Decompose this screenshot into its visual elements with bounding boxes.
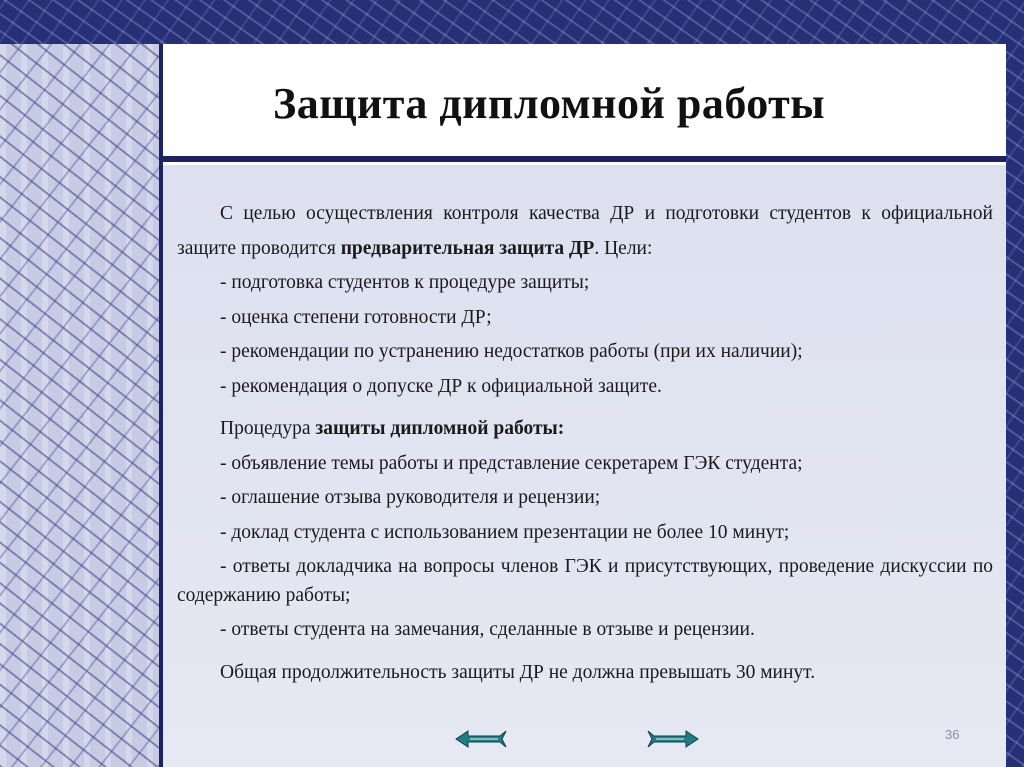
procedure-step: - доклад студента с использованием презентации не более 10 минут; xyxy=(220,521,790,543)
procedure-heading-bold: защиты дипломной работы: xyxy=(315,418,565,439)
procedure-step: - оглашение отзыва руководителя и рецензии; xyxy=(220,487,601,508)
procedure-step: - объявление темы работы и представление секретарем ГЭК студента; xyxy=(220,452,803,474)
goal-item: - оценка степени готовности ДР; xyxy=(220,306,492,328)
decorative-pencil-strip xyxy=(0,44,163,767)
content-panel xyxy=(163,162,1006,767)
intro-text-start: С целью осуществления контроля качества ДР и подготовки студентов к официальной защите проводится xyxy=(177,203,993,259)
goal-item: - рекомендация о допуске ДР к официальной защите. xyxy=(220,375,662,397)
slide-body xyxy=(177,197,993,690)
preliminary-intro xyxy=(177,197,993,266)
procedure-heading-start: Процедура xyxy=(220,418,316,439)
previous-slide-button[interactable] xyxy=(454,728,514,750)
slide-title: Защита дипломной работы xyxy=(273,79,826,128)
procedure-heading xyxy=(177,412,993,447)
slide-number: 36 xyxy=(945,727,960,742)
spacer xyxy=(177,404,993,412)
intro-bold-term: предварительная защита ДР xyxy=(340,237,595,259)
title-box xyxy=(163,44,1006,162)
spacer xyxy=(177,648,993,656)
arrow-right-icon xyxy=(640,728,700,750)
intro-text-end: . Цели: xyxy=(594,237,653,259)
goal-item: - подготовка студентов к процедуре защиты; xyxy=(220,272,590,293)
duration-note: Общая продолжительность защиты ДР не должна превышать 30 минут. xyxy=(220,661,816,683)
procedure-step: - ответы докладчика на вопросы членов ГЭК и присутствующих, проведение дискуссии по содержанию работы; xyxy=(177,556,993,606)
goal-item: - рекомендации по устранению недостатков работы (при их наличии); xyxy=(220,341,803,362)
arrow-left-icon xyxy=(454,728,514,750)
next-slide-button[interactable] xyxy=(640,728,700,750)
procedure-step: - ответы студента на замечания, сделанные в отзыве и рецензии. xyxy=(220,619,755,640)
